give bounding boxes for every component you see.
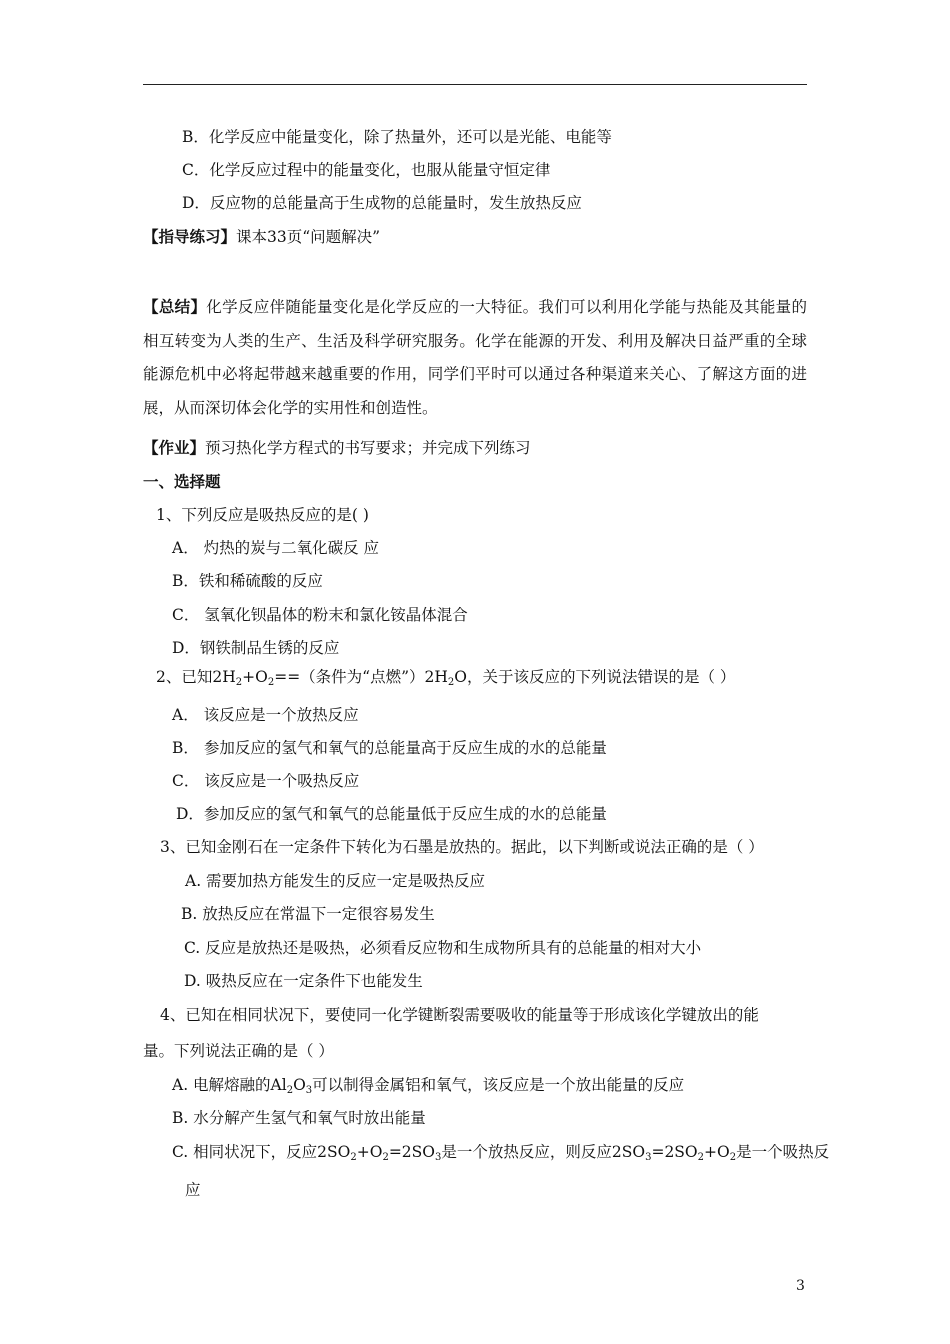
q1-option-c: C． 氢氧化钡晶体的粉末和氯化铵晶体混合 [172, 606, 468, 624]
homework [143, 438, 531, 458]
q4-option-b: B. 水分解产生氢气和氧气时放出能量 [172, 1109, 426, 1127]
subscript: 2 [267, 677, 275, 688]
q4-option-c [172, 1142, 829, 1162]
q4-option-a-part: 可以制得金属铝和氧气，该反应是一个放出能量的反应 [312, 1076, 685, 1094]
subscript: 2 [286, 1085, 294, 1096]
q4-option-c-continuation: 应 [185, 1181, 201, 1199]
q2-option-a: A． 该反应是一个放热反应 [172, 706, 359, 724]
summary-label: 【总结】 [143, 297, 207, 316]
q2-stem-part: ==（条件为“点燃”）2H [274, 668, 448, 686]
subscript: 3 [305, 1085, 313, 1096]
subscript: 3 [645, 1152, 652, 1163]
q2-option-c: C． 该反应是一个吸热反应 [172, 772, 360, 790]
q2-option-b: B． 参加反应的氢气和氧气的总能量高于反应生成的水的总能量 [172, 739, 607, 757]
subscript: 2 [697, 1152, 705, 1163]
option-b-line: B．化学反应中能量变化，除了热量外，还可以是光能、电能等 [182, 128, 612, 146]
q4-option-c-part: +O [356, 1143, 383, 1161]
q2-stem-part: +O [242, 668, 268, 686]
subscript: 2 [729, 1152, 737, 1163]
subscript: 2 [350, 1152, 357, 1163]
q2-stem-part: O，关于该反应的下列说法错误的是（ ） [454, 668, 736, 686]
q4-option-a [172, 1075, 684, 1095]
q1-stem: 1、下列反应是吸热反应的是( ) [156, 506, 369, 524]
q3-option-d: D. 吸热反应在一定条件下也能发生 [184, 972, 423, 990]
q4-stem-line-1: 4、已知在相同状况下，要使同一化学键断裂需要吸收的能量等于形成该化学键放出的能 [160, 1006, 759, 1024]
q4-option-a-part: A. 电解熔融的Al [172, 1076, 287, 1094]
q2-stem [156, 667, 735, 687]
summary-paragraph [143, 290, 807, 425]
q4-option-c-part: =2SO [651, 1143, 698, 1161]
guided-practice [143, 227, 380, 247]
header-rule [143, 84, 807, 85]
subscript: 2 [235, 677, 243, 688]
q3-option-a: A. 需要加热方能发生的反应一定是吸热反应 [185, 872, 486, 890]
guided-practice-text: 课本33页“问题解决” [236, 228, 381, 246]
q4-option-c-part: 是一个吸热反 [736, 1143, 830, 1161]
q4-option-c-part: =2SO [388, 1143, 435, 1161]
homework-text: 预习热化学方程式的书写要求；并完成下列练习 [205, 439, 531, 457]
q1-option-b: B．铁和稀硫酸的反应 [172, 572, 323, 590]
q4-option-c-part: C. 相同状况下，反应2SO [172, 1143, 351, 1161]
q1-option-a: A． 灼热的炭与二氧化碳反 应 [172, 539, 380, 557]
q2-stem-part: 2、已知2H [156, 668, 236, 686]
subscript: 3 [435, 1152, 442, 1163]
guided-practice-label: 【指导练习】 [143, 227, 237, 246]
q4-option-a-part: O [293, 1076, 306, 1094]
section-title: 一、选择题 [143, 472, 221, 491]
page-number: 3 [796, 1278, 805, 1294]
q2-option-d: D．参加反应的氢气和氧气的总能量低于反应生成的水的总能量 [176, 805, 607, 823]
q3-option-b: B. 放热反应在常温下一定很容易发生 [181, 905, 435, 923]
q4-stem-line-2: 量。下列说法正确的是（ ） [143, 1042, 334, 1060]
q4-option-c-part: +O [704, 1143, 730, 1161]
option-d-line: D．反应物的总能量高于生成物的总能量时，发生放热反应 [182, 194, 582, 212]
q1-option-d: D．钢铁制品生锈的反应 [172, 639, 340, 657]
q4-option-c-part: 是一个放热反应，则反应2SO [441, 1143, 646, 1161]
subscript: 2 [447, 677, 455, 688]
summary-text: 化学反应伴随能量变化是化学反应的一大特征。我们可以利用化学能与热能及其能量的相互转变为人类的生产、生活及科学研究服务。化学在能源的开发、利用及解决日益严重的全球能源危机中必将起带越来越重要的作用，同学们平时可以通过各种渠道来关心、了解这方面的进展，从而深切体会化学的实用性和创造性。 [143, 298, 807, 417]
subscript: 2 [382, 1152, 389, 1163]
q3-stem: 3、已知金刚石在一定条件下转化为石墨是放热的。据此，以下判断或说法正确的是（ ） [160, 838, 764, 856]
option-c-line: C．化学反应过程中的能量变化，也服从能量守恒定律 [182, 161, 551, 179]
homework-label: 【作业】 [143, 438, 206, 457]
q3-option-c: C. 反应是放热还是吸热，必须看反应物和生成物所具有的总能量的相对大小 [184, 939, 702, 957]
